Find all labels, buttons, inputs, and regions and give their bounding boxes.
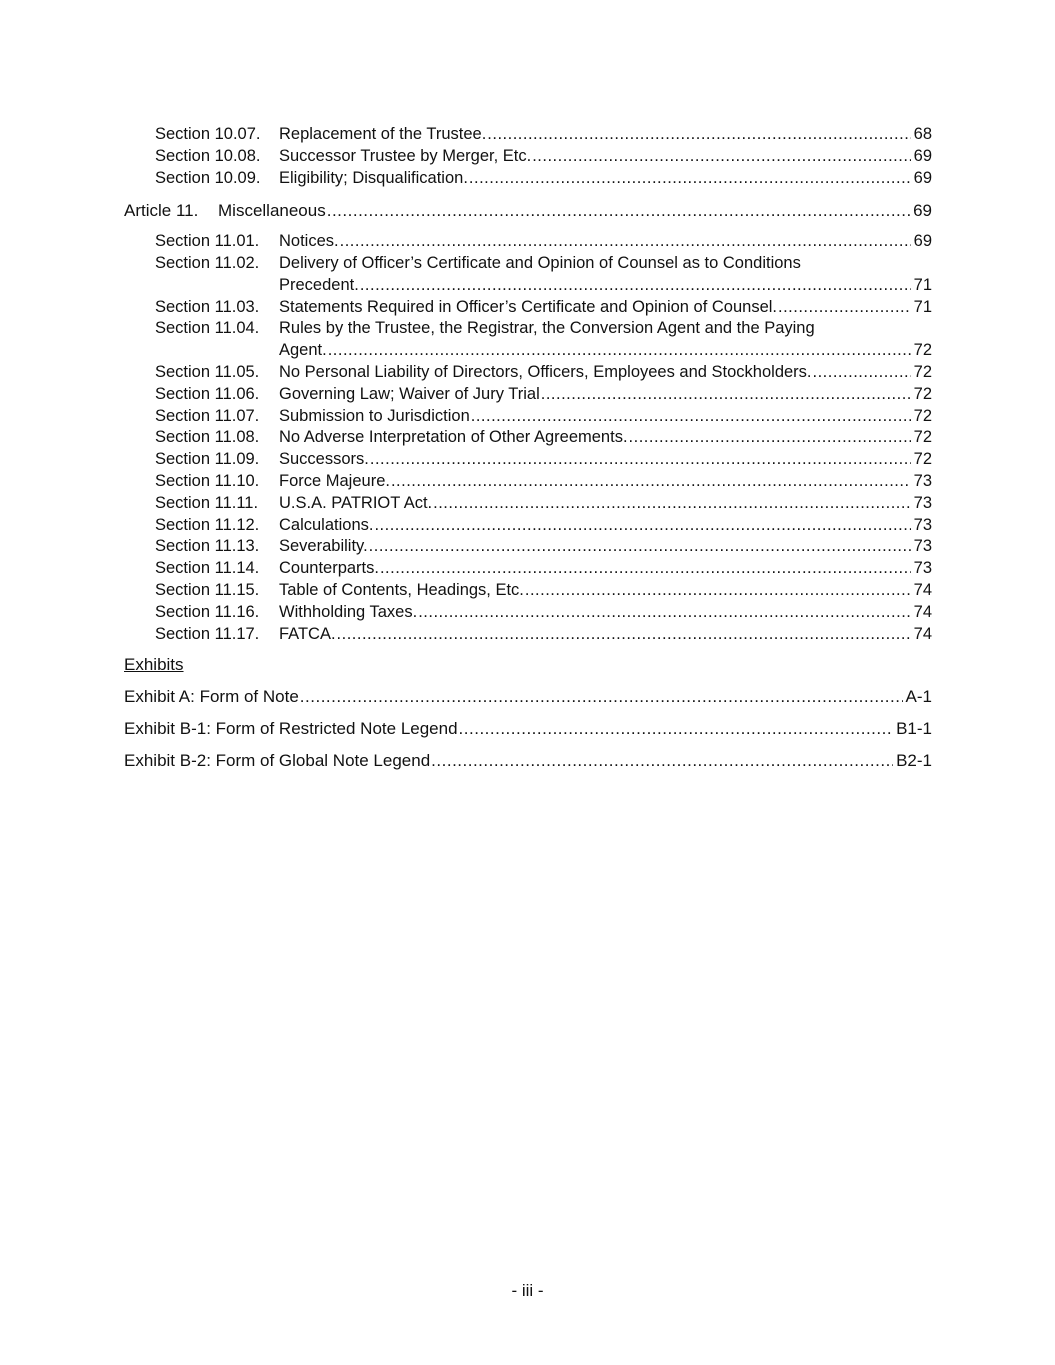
section-number: Section 11.03. xyxy=(155,297,260,316)
section-number: Section 11.02. xyxy=(155,253,260,272)
toc-entry-section-11-07 xyxy=(124,406,932,428)
dot-leader xyxy=(418,602,910,624)
page-number: 74 xyxy=(913,602,932,621)
dot-leader xyxy=(471,406,911,428)
article-title: Miscellaneous xyxy=(218,201,326,221)
section-number: Section 10.08. xyxy=(155,146,261,165)
section-number: Section 11.13. xyxy=(155,537,260,556)
section-title: FATCA. xyxy=(279,624,336,643)
section-title: Replacement of the Trustee. xyxy=(279,125,487,143)
page-number: 72 xyxy=(913,428,932,447)
exhibit-title: Exhibit A: Form of Note xyxy=(124,687,299,707)
page-number: 69 xyxy=(913,146,932,165)
dot-leader xyxy=(369,536,911,558)
section-title: Statements Required in Officer’s Certificate and Opinion of Counsel. xyxy=(279,297,778,316)
section-title-line2: Agent. xyxy=(279,341,327,360)
page-number: 73 xyxy=(913,471,932,490)
page-footer-number: - iii - xyxy=(511,1281,544,1300)
page-number: 69 xyxy=(913,168,932,187)
section-title: Table of Contents, Headings, Etc. xyxy=(279,580,524,599)
dot-leader xyxy=(541,384,911,406)
dot-leader xyxy=(391,471,911,493)
section-title: Calculations. xyxy=(279,515,374,534)
section-number: Section 10.07. xyxy=(155,125,261,143)
section-number: Section 11.17. xyxy=(155,624,260,643)
section-title: Submission to Jurisdiction xyxy=(279,406,470,425)
toc-entry-section-10-09 xyxy=(124,168,932,190)
toc-entry-section-11-17 xyxy=(124,624,932,646)
toc-entry-exhibit-b2 xyxy=(124,750,932,772)
page-number: B2-1 xyxy=(896,751,932,771)
toc-entry-section-11-01 xyxy=(124,231,932,253)
exhibits-heading: Exhibits xyxy=(124,655,184,675)
dot-leader xyxy=(487,124,910,146)
page-number: 72 xyxy=(913,450,932,469)
dot-leader xyxy=(525,580,911,602)
dot-leader xyxy=(327,200,910,222)
section-number: Section 11.06. xyxy=(155,384,260,403)
dot-leader xyxy=(380,558,911,580)
section-title: No Adverse Interpretation of Other Agreements. xyxy=(279,428,628,447)
toc-entry-section-11-06 xyxy=(124,384,932,406)
section-title: Governing Law; Waiver of Jury Trial xyxy=(279,384,540,403)
toc-entry-exhibit-b1 xyxy=(124,718,932,740)
dot-leader xyxy=(370,449,911,471)
toc-entry-section-10-07 xyxy=(124,124,932,146)
section-number: Section 11.11. xyxy=(155,493,259,512)
dot-leader xyxy=(300,686,903,708)
page-number: 73 xyxy=(913,537,932,556)
section-title: Successors. xyxy=(279,450,369,469)
dot-leader xyxy=(532,146,910,168)
toc-entry-section-11-05 xyxy=(124,362,932,384)
toc-entry-section-11-03 xyxy=(124,297,932,319)
page-number: A-1 xyxy=(905,687,932,707)
dot-leader xyxy=(328,340,911,362)
section-number: Section 11.05. xyxy=(155,362,260,381)
dot-leader xyxy=(431,750,893,772)
page-number: 69 xyxy=(913,201,932,221)
page-number: 71 xyxy=(913,275,932,294)
section-title: Counterparts. xyxy=(279,559,379,578)
page-number: 72 xyxy=(913,406,932,425)
toc-entry-section-11-09 xyxy=(124,449,932,471)
toc-entry-section-11-14 xyxy=(124,558,932,580)
section-number: Section 11.12. xyxy=(155,515,260,534)
page-number: 69 xyxy=(913,232,932,251)
section-number: Section 11.07. xyxy=(155,406,260,425)
section-title: Eligibility; Disqualification. xyxy=(279,168,468,187)
section-title: No Personal Liability of Directors, Officers, Employees and Stockholders. xyxy=(279,362,812,381)
section-title-line1: Rules by the Trustee, the Registrar, the Conversion Agent and the Paying xyxy=(279,319,815,338)
toc-entry-section-11-15 xyxy=(124,580,932,602)
page-number: 72 xyxy=(913,341,932,360)
section-number: Section 11.14. xyxy=(155,559,260,578)
toc-entry-section-11-13 xyxy=(124,536,932,558)
section-title: Severability. xyxy=(279,537,368,556)
section-title: Successor Trustee by Merger, Etc. xyxy=(279,146,532,165)
toc-entry-section-11-10 xyxy=(124,471,932,493)
toc-entry-section-11-12 xyxy=(124,515,932,537)
dot-leader xyxy=(374,515,910,537)
dot-leader xyxy=(433,493,911,515)
section-title-line1: Delivery of Officer’s Certificate and Opinion of Counsel as to Conditions xyxy=(279,253,801,272)
toc-entry-exhibit-a xyxy=(124,686,932,708)
page-number: 73 xyxy=(913,493,932,512)
dot-leader xyxy=(459,718,894,740)
page-number: 68 xyxy=(913,125,932,143)
dot-leader xyxy=(629,427,911,449)
section-title: U.S.A. PATRIOT Act. xyxy=(279,493,433,512)
toc-entry-section-11-04 xyxy=(124,318,932,362)
page-number: B1-1 xyxy=(896,719,932,739)
section-number: Section 10.09. xyxy=(155,168,261,187)
table-of-contents xyxy=(124,124,932,782)
page-number: 73 xyxy=(913,515,932,534)
toc-entry-section-11-02 xyxy=(124,253,932,297)
dot-leader xyxy=(337,624,911,646)
section-number: Section 11.10. xyxy=(155,471,260,490)
section-title: Notices. xyxy=(279,232,339,251)
section-number: Section 11.01. xyxy=(155,232,260,251)
exhibit-title: Exhibit B-1: Form of Restricted Note Legend xyxy=(124,719,458,739)
toc-entry-section-10-08 xyxy=(124,146,932,168)
section-number: Section 11.08. xyxy=(155,428,260,447)
page-number: 73 xyxy=(913,559,932,578)
dot-leader xyxy=(469,168,911,190)
page-number: 74 xyxy=(913,624,932,643)
dot-leader xyxy=(778,297,911,319)
exhibit-title: Exhibit B-2: Form of Global Note Legend xyxy=(124,751,431,771)
page-number: 72 xyxy=(913,362,932,381)
dot-leader xyxy=(813,362,911,384)
page-number: 74 xyxy=(913,580,932,599)
section-number: Section 11.16. xyxy=(155,602,260,621)
article-number: Article 11. xyxy=(124,201,199,221)
section-title-line2: Precedent. xyxy=(279,275,359,294)
section-number: Section 11.04. xyxy=(155,319,260,338)
toc-entry-article-11 xyxy=(124,200,932,222)
section-number: Section 11.09. xyxy=(155,450,260,469)
toc-entry-section-11-11 xyxy=(124,493,932,515)
page-number: 72 xyxy=(913,384,932,403)
toc-entry-section-11-08 xyxy=(124,427,932,449)
section-title: Force Majeure. xyxy=(279,471,390,490)
section-title: Withholding Taxes. xyxy=(279,602,418,621)
section-number: Section 11.15. xyxy=(155,580,260,599)
page-number: 71 xyxy=(913,297,932,316)
toc-entry-section-11-16 xyxy=(124,602,932,624)
dot-leader xyxy=(340,231,911,253)
dot-leader xyxy=(360,275,911,297)
